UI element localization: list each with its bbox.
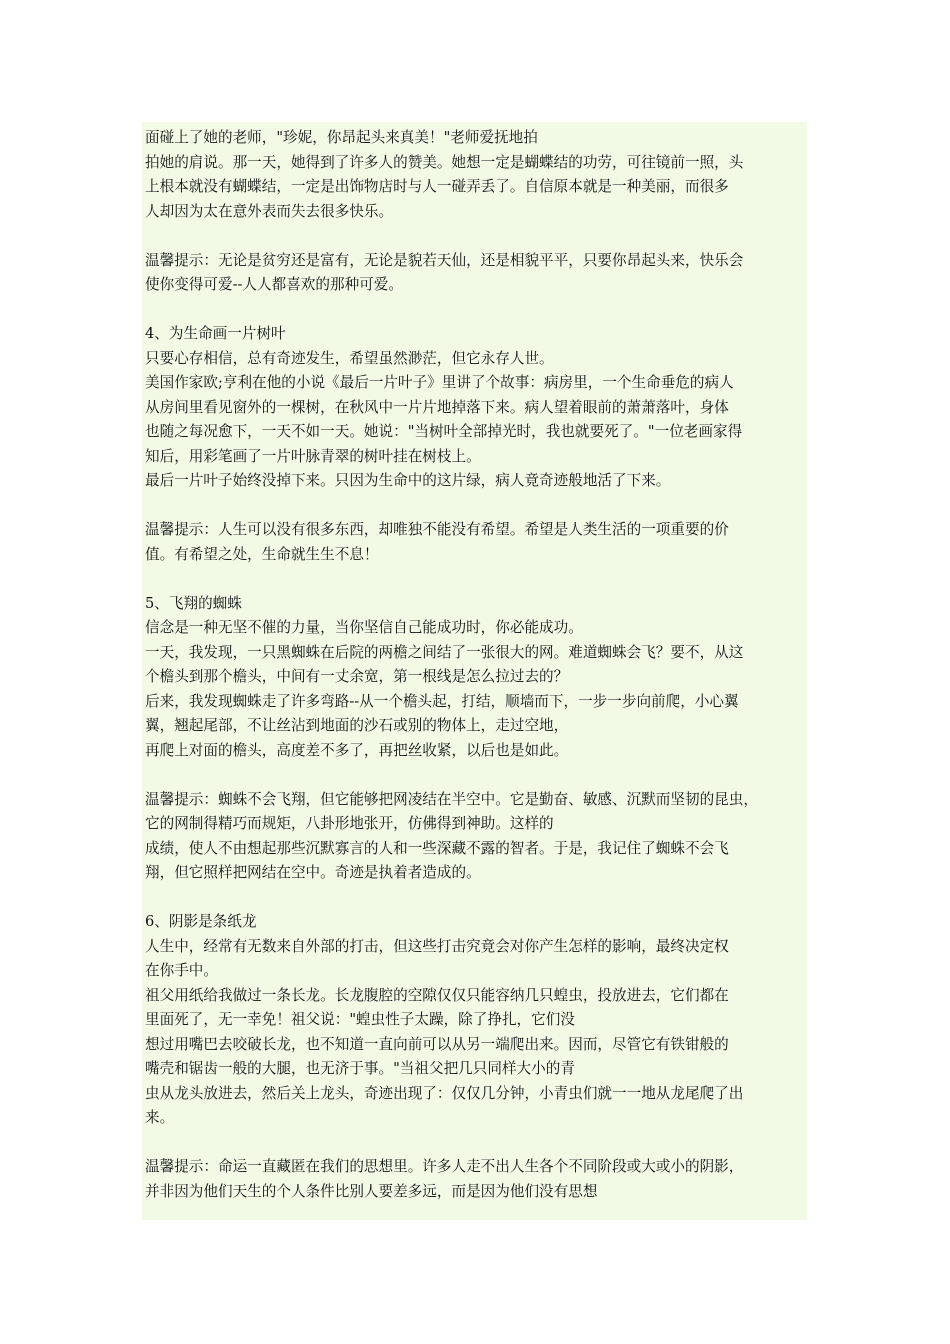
paragraph-gap <box>145 567 804 592</box>
text-line: 温馨提示：无论是贫穷还是富有，无论是貌若天仙，还是相貌平平，只要你昂起头来，快乐会 <box>145 251 744 269</box>
text-line: 温馨提示：蜘蛛不会飞翔，但它能够把网凌结在半空中。它是勤奋、敏感、沉默而坚韧的昆虫， <box>145 790 758 808</box>
text-line: 翔，但它照样把网结在空中。奇迹是执着者造成的。 <box>145 864 481 881</box>
text-line: 在你手中。 <box>145 962 218 979</box>
text-line: 想过用嘴巴去咬破长龙，也不知道一直向前可以从另一端爬出来。因而，尽管它有铁钳般的 <box>145 1035 729 1053</box>
text-line: 最后一片叶子始终没掉下来。只因为生命中的这片绿，病人竟奇迹般地活了下来。 <box>145 472 671 489</box>
text-line: 使你变得可爱--人人都喜欢的那种可爱。 <box>145 276 403 293</box>
text-line: 人生中，经常有无数来自外部的打击，但这些打击究竟会对你产生怎样的影响，最终决定权 <box>145 937 729 955</box>
text-line: 翼，翘起尾部，不让丝沾到地面的沙石或别的物体上，走过空地， <box>145 717 569 734</box>
text-line: 也随之每况愈下，一天不如一天。她说："当树叶全部掉光时，我也就要死了。"一位老画家得 <box>145 423 743 440</box>
text-line: 面碰上了她的老师，"珍妮，你昂起头来真美！"老师爱抚地拍 <box>145 129 538 146</box>
text-line: 个檐头到那个檐头，中间有一丈余宽，第一根线是怎么拉过去的？ <box>145 668 569 685</box>
text-line: 再爬上对面的檐头，高度差不多了，再把丝收紧，以后也是如此。 <box>145 741 569 759</box>
text-line: 6、阴影是条纸龙 <box>145 913 257 930</box>
text-line: 知后，用彩笔画了一片叶脉青翠的树叶挂在树枝上。 <box>145 447 481 465</box>
text-line: 只要心存相信，总有奇迹发生，希望虽然渺茫，但它永存人世。 <box>145 349 554 367</box>
text-line: 从房间里看见窗外的一棵树，在秋风中一片片地掉落下来。病人望着眼前的萧萧落叶，身体 <box>145 398 729 416</box>
paragraph-gap <box>145 298 804 323</box>
text-line: 它的网制得精巧而规矩，八卦形地张开，仿佛得到神助。这样的 <box>145 815 554 832</box>
text-line: 嘴壳和锯齿一般的大腿，也无济于事。"当祖父把几只同样大小的青 <box>145 1060 575 1077</box>
text-line: 上根本就没有蝴蝶结，一定是出饰物店时与人一碰弄丢了。自信原本就是一种美丽，而很多 <box>145 178 729 195</box>
text-line: 祖父用纸给我做过一条长龙。长龙腹腔的空隙仅仅只能容纳几只蝗虫，投放进去，它们都在 <box>145 986 729 1004</box>
text-line: 并非因为他们天生的个人条件比别人要差多远，而是因为他们没有思想 <box>145 1182 598 1200</box>
paragraph-gap <box>145 494 804 519</box>
text-line: 信念是一种无坚不催的力量，当你坚信自己能成功时，你必能成功。 <box>145 619 583 636</box>
text-line: 来。 <box>145 1109 175 1126</box>
paragraph-gap <box>145 1131 804 1156</box>
text-line: 值。有希望之处，生命就生生不息！ <box>145 545 379 563</box>
text-line: 一天，我发现，一只黑蜘蛛在后院的两檐之间结了一张很大的网。难道蜘蛛会飞？要不，从这 <box>145 643 744 661</box>
paragraph-gap <box>145 886 804 911</box>
paragraph-gap <box>145 763 804 788</box>
text-line: 拍她的肩说。那一天，她得到了许多人的赞美。她想一定是蝴蝶结的功劳，可往镜前一照，头 <box>145 153 744 171</box>
text-line: 人却因为太在意外表而失去很多快乐。 <box>145 202 394 220</box>
text-line: 里面死了，无一幸免！祖父说："蝗虫性子太躁，除了挣扎，它们没 <box>145 1011 575 1028</box>
text-line: 4、为生命画一片树叶 <box>145 325 286 342</box>
text-line: 美国作家欧;亨利在他的小说《最后一片叶子》里讲了个故事：病房里，一个生命垂危的病人 <box>145 374 734 391</box>
text-line: 后来，我发现蜘蛛走了许多弯路--从一个檐头起，打结，顺墙而下，一步一步向前爬，小心翼 <box>145 692 739 710</box>
text-line: 5、飞翔的蜘蛛 <box>145 594 242 612</box>
text-line: 温馨提示：人生可以没有很多东西，却唯独不能没有希望。希望是人类生活的一项重要的价 <box>145 521 729 538</box>
text-line: 虫从龙头放进去，然后关上龙头，奇迹出现了：仅仅几分钟，小青虫们就一一地从龙尾爬了出 <box>145 1084 744 1102</box>
article-body <box>142 122 807 1220</box>
text-line: 成绩，使人不由想起那些沉默寡言的人和一些深藏不露的智者。于是，我记住了蜘蛛不会飞 <box>145 839 729 857</box>
text-line: 温馨提示：命运一直藏匿在我们的思想里。许多人走不出人生各个不同阶段或大或小的阴影， <box>145 1158 744 1175</box>
paragraph-gap <box>145 224 804 249</box>
